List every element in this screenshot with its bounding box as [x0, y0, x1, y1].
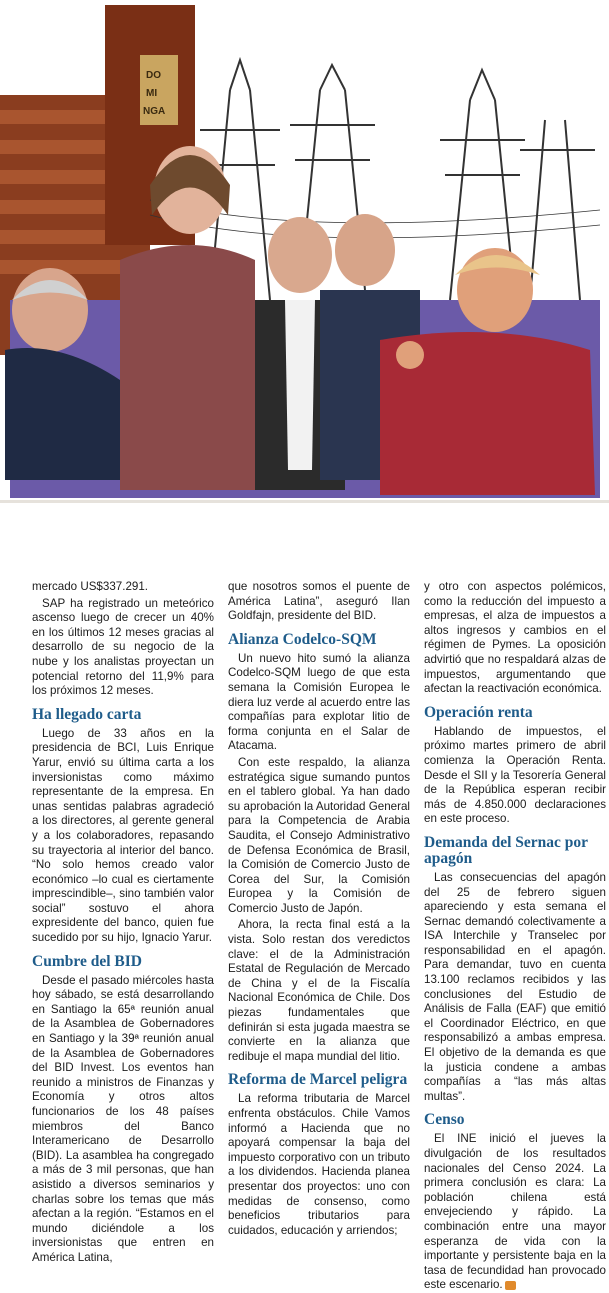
section-heading: Ha llegado carta: [32, 705, 142, 723]
column-2: [228, 580, 410, 1258]
paragraph: Desde el pasado miércoles hasta hoy sábado, se está desarrollando en Santiago la 65ª reunión anual de la Asamblea de Gobernadores en Santiago y la 39ª reunión anual de la Asamblea de Gobernadores del BID Invest. Los eventos han reunido a ministros de Finanzas y Economía y otros altos funcionarios de los 48 países miembros del Banco Interamericano de Desarrollo (BID). La asamblea ha congregado a más de 3 mil personas, que han asistido a diversos seminarios y charlas sobre los temas que más afectan a la región. “Estamos en el mundo diciéndole a los inversionistas que entren en América Latina,: [32, 973, 214, 1264]
photo-collage: [0, 0, 609, 570]
section-heading: Cumbre del BID: [32, 952, 142, 970]
paragraph: Ahora, la recta final está a la vista. Solo restan dos veredictos clave: el de la Administración Estatal de Regulación de Mercado de China y el de la Fiscalía Nacional Económica de Chile. Dos piezas fundamentales que definirán si esta jugada maestra se convierte en la alianza que redibuje el mapa mundial del litio.: [228, 918, 410, 1063]
image-bottom-edge: [0, 500, 609, 503]
paragraph: Luego de 33 años en la presidencia de BCI, Luis Enrique Yarur, envió su última carta a los inversionistas como máximo representante de la empresa. En unas sentidas palabras agradeció a los directores, al gerente general y a los colaboradores, repasando su trayectoria al interior del banco. “No solo hemos creado valor económico –lo cual es ciertamente imprescindible–, sino también valor social” sostuvo el ahora expresidente del banco, quien fue sucedido por su hijo, Ignacio Yarur.: [32, 726, 214, 945]
section-heading: Demanda del Sernac por apagón: [424, 833, 588, 867]
sign-text-2: MI: [146, 88, 158, 99]
section-heading: Operación renta: [424, 703, 533, 721]
section-heading: Reforma de Marcel peligra: [228, 1071, 408, 1089]
paragraph-text: El INE inició el jueves la divulgación de los resultados nacionales del Censo 2024. La primera conclusión es clara: La población chilena está envejeciendo y rápido. La combinación entre una mayor esperanza de vida con la importante y persistente baja en la tasa de fecundidad han provocado este escenario.: [424, 1132, 606, 1292]
article-body: [32, 580, 606, 1292]
column-3: [424, 580, 606, 1292]
paragraph: Hablando de impuestos, el próximo martes primero de abril comienza la Operación Renta. Desde el SII y la Tesorería General de la República esperan recibir más de 4.850.000 declaraciones en este proceso.: [424, 724, 606, 826]
paragraph: La reforma tributaria de Marcel enfrenta obstáculos. Chile Vamos informó a Hacienda que no apoyará compensar la baja del impuesto corporativo con un tributo a los dividendos. Hacienda planea presentar dos proyectos: uno con medidas de consenso, como beneficios tributarios para cuidados, educación y arriendos;: [228, 1092, 410, 1237]
paragraph: y otro con aspectos polémicos, como la reducción del impuesto a empresas, el alza de impuestos a altos ingresos y cambios en el régimen de Pymes. La oposición advirtió que no respaldará alzas de impuestos, argumentando que afectan la reactivación económica.: [424, 580, 606, 696]
paragraph: mercado US$337.291.: [32, 580, 149, 593]
section-heading: Censo: [424, 1111, 465, 1129]
paragraph: Las consecuencias del apagón del 25 de febrero siguen apareciendo y esta semana el Sernac demandó colectivamente a ISA Interchile y Transelec por responsabilidad en el apagón. Para demandar, tuvo en cuenta 13.100 reclamos recibidos y las conclusiones del Estudio de Análisis de Falla (EAF) que emitió el Coordinador Eléctrico, en que responsabilizó a ambas empresa. El objetivo de la demanda es que la justicia condene a ambas compañías a “las más altas multas”.: [424, 870, 606, 1103]
paragraph: Con este respaldo, la alianza estratégica sigue sumando puntos en el tablero global. Ya han dado su aprobación la Autoridad General para la Competencia de Arabia Saudita, el Consejo Administrativo de Defensa Económica de Brasil, la Comisión de Comercio Justo de Corea del Sur, la Comisión Europea y la Comisión de Comercio Justo de Japón.: [228, 755, 410, 915]
paragraph: que nosotros somos el puente de América Latina”, aseguró Ilan Goldfajn, presidente del BID.: [228, 580, 410, 623]
paragraph: SAP ha registrado un meteórico ascenso luego de crecer un 40% en los últimos 12 meses gracias al desarrollo de su negocio de la nube y los analistas proyectan un potencial retorno del 11,9% para los próximos 12 meses.: [32, 596, 214, 698]
paragraph: Un nuevo hito sumó la alianza Codelco-SQM luego de que esta semana la Comisión Europea le diera luz verde al acuerdo entre las compañías para explotar litio de forma conjunta en el Salar de Atacama.: [228, 651, 410, 753]
sign-text-3: NGA: [143, 106, 166, 117]
collage-illustration: [0, 0, 609, 570]
column-1: [32, 580, 214, 1264]
sign-text-1: DO: [146, 70, 161, 81]
paragraph: [424, 1132, 606, 1293]
end-mark-icon: [505, 1281, 516, 1290]
section-heading: Alianza Codelco-SQM: [228, 630, 377, 648]
